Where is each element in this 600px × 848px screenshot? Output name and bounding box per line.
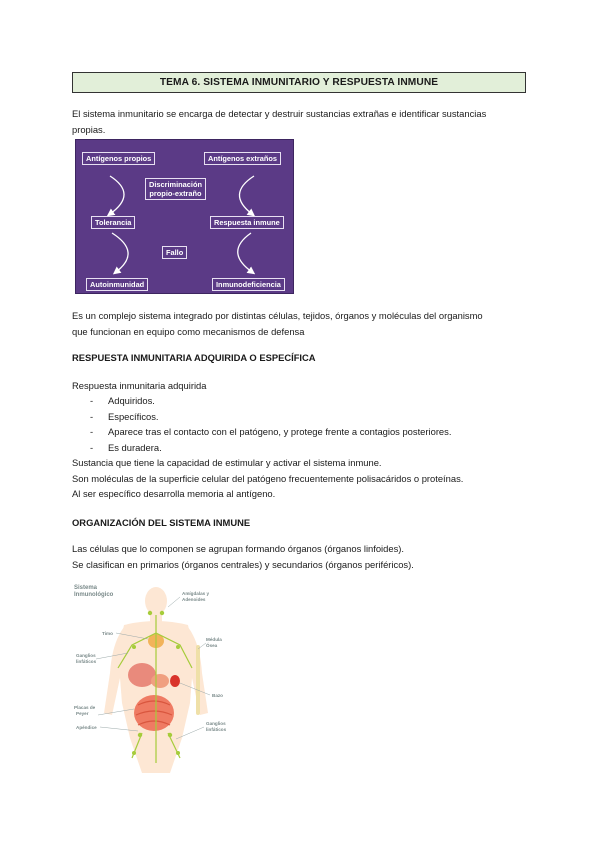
bullet-dash: - bbox=[90, 441, 94, 453]
org-line-2: Se clasifican en primarios (órganos centrales) y secundarios (órganos periféricos). bbox=[72, 558, 414, 570]
antigeno-line-1: Sustancia que tiene la capacidad de estimular y activar el sistema inmune. bbox=[72, 457, 382, 468]
label-ganglios-b2: linfáticos bbox=[206, 727, 227, 732]
label-ganglios-b1: Ganglios bbox=[206, 721, 226, 726]
label-ganglios-1: Ganglios bbox=[76, 653, 96, 658]
spleen-shape bbox=[170, 675, 180, 687]
heading-respuesta-adquirida: RESPUESTA INMUNITARIA ADQUIRIDA O ESPECÍFICA bbox=[72, 352, 316, 363]
antigeno-line-3: Al ser específico desarrolla memoria al antígeno. bbox=[72, 488, 276, 499]
box-discriminacion bbox=[145, 178, 206, 200]
bullet-text: Es duradera. bbox=[108, 441, 162, 453]
label-ganglios-2: linfáticos bbox=[76, 659, 97, 664]
box-fallo: Fallo bbox=[162, 246, 187, 259]
org-line-1: Las células que lo componen se agrupan formando órganos (órganos linfoides). bbox=[72, 543, 404, 554]
label-medula-1: Médula bbox=[206, 637, 222, 642]
label-amigdalas-2: Adenoides bbox=[182, 597, 206, 602]
self-nonself-diagram bbox=[75, 139, 294, 294]
immune-system-illustration bbox=[72, 583, 252, 773]
bullet-dash: - bbox=[90, 426, 94, 437]
box-antigenos-extranos: Antígenos extraños bbox=[204, 152, 281, 165]
label-bazo: Bazo bbox=[212, 693, 223, 698]
bone-shape bbox=[196, 645, 200, 715]
label-amigdalas-1: Amígdalas y bbox=[182, 591, 210, 596]
anatomy-title-2: Inmunológico bbox=[74, 592, 114, 598]
organizacion-paragraph bbox=[72, 541, 532, 572]
label-placas-2: Peyer bbox=[76, 711, 89, 716]
label-placas-1: Placas de bbox=[74, 705, 96, 710]
intro-line-1: El sistema inmunitario se encarga de detectar y destruir sustancias extrañas e identificar sustancias bbox=[72, 108, 487, 119]
respuesta-label: Respuesta inmunitaria adquirida bbox=[72, 380, 207, 391]
box-tolerancia: Tolerancia bbox=[91, 216, 135, 229]
box-inmunodeficiencia: Inmunodeficiencia bbox=[212, 278, 285, 291]
box-respuesta-inmune: Respuesta inmune bbox=[210, 216, 284, 229]
complejo-line-2: que funcionan en equipo como mecanismos de defensa bbox=[72, 325, 305, 337]
bullet-dash: - bbox=[90, 395, 94, 406]
discriminacion-line-1: Discriminación bbox=[149, 180, 202, 189]
complejo-line-1: Es un complejo sistema integrado por distintas células, tejidos, órganos y moléculas del organismo bbox=[72, 310, 483, 321]
antigeno-line-2: Son moléculas de la superficie celular del patógeno frecuentemente polisacáridos o proteínas. bbox=[72, 472, 464, 484]
intro-line-2: propias. bbox=[72, 123, 106, 135]
page-title: TEMA 6. SISTEMA INMUNITARIO Y RESPUESTA INMUNE bbox=[72, 72, 526, 93]
bullet-text: Específicos. bbox=[108, 410, 159, 422]
intro-paragraph bbox=[72, 106, 532, 137]
bullet-text: Adquiridos. bbox=[108, 395, 155, 406]
bullet-dash: - bbox=[90, 410, 94, 422]
label-timo: Timo bbox=[102, 631, 113, 636]
box-autoinmunidad: Autoinmunidad bbox=[86, 278, 148, 291]
label-apendice: Apéndice bbox=[76, 725, 97, 730]
complejo-paragraph bbox=[72, 308, 532, 339]
heading-organizacion: ORGANIZACIÓN DEL SISTEMA INMUNE bbox=[72, 517, 251, 528]
box-antigenos-propios: Antígenos propios bbox=[82, 152, 155, 165]
stomach-shape bbox=[151, 674, 169, 688]
discriminacion-line-2: propio-extraño bbox=[149, 189, 202, 198]
anatomy-title-1: Sistema bbox=[74, 585, 98, 591]
antigeno-paragraph bbox=[72, 455, 532, 502]
bullet-text: Aparece tras el contacto con el patógeno, y protege frente a contagios posteriores. bbox=[108, 426, 452, 437]
label-medula-2: Ósea bbox=[206, 643, 218, 648]
